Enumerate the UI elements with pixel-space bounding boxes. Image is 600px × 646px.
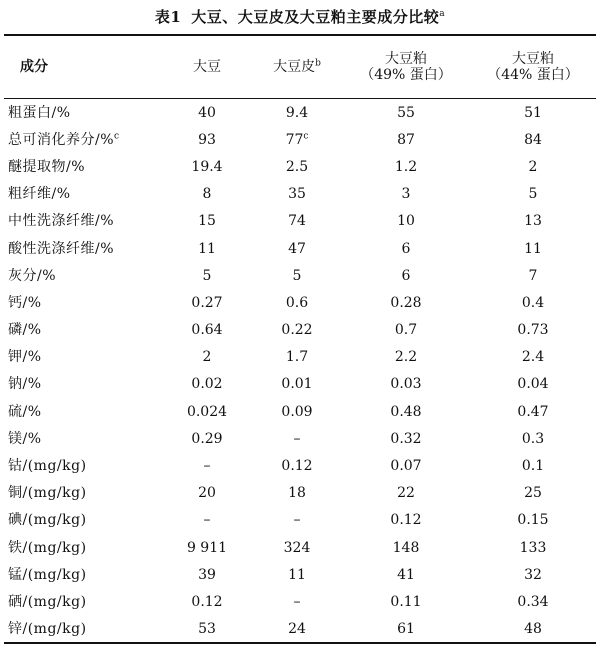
- composition-table: [4, 99, 596, 643]
- cell-value: 6: [401, 240, 411, 257]
- cell-value: 15: [198, 213, 216, 230]
- table-caption: [0, 6, 600, 27]
- cell-value: 2.2: [394, 349, 418, 366]
- cell-value: 53: [198, 621, 216, 638]
- cell-value: 39: [198, 566, 216, 583]
- cell-value: 11: [198, 240, 216, 257]
- cell-value: 0.02: [191, 376, 223, 393]
- cell-value: 5: [202, 267, 212, 284]
- cell-value: –: [203, 512, 211, 529]
- cell-value: 40: [198, 104, 216, 121]
- cell-value: 5: [528, 186, 538, 203]
- table-row: [4, 480, 596, 507]
- table-title: 大豆、大豆皮及大豆粕主要成分比较: [191, 8, 440, 26]
- cell-value: 1.2: [394, 158, 418, 175]
- cell-value: 87: [397, 131, 415, 148]
- cell-value: 0.09: [281, 403, 313, 420]
- cell-value: 19.4: [191, 158, 223, 175]
- cell-value: 9.4: [285, 104, 309, 121]
- header-row: [4, 36, 596, 98]
- cell-value: 41: [397, 566, 415, 583]
- cell-value: 0.12: [191, 593, 223, 610]
- cell-value: 0.29: [191, 430, 223, 447]
- cell-value: 0.27: [191, 294, 223, 311]
- cell-value: 74: [288, 213, 306, 230]
- cell-value: 0.12: [281, 458, 313, 475]
- cell-value: 0.024: [186, 403, 228, 420]
- cell-value: 2.4: [521, 349, 545, 366]
- row-component-name: 醚提取物/%: [8, 158, 86, 175]
- cell-value: 84: [524, 131, 542, 148]
- cell-value: 48: [524, 621, 542, 638]
- cell-value: 0.22: [281, 322, 313, 339]
- row-component-name: 碘/(mg/kg): [8, 512, 87, 529]
- cell-value: 35: [288, 186, 306, 203]
- cell-value: 25: [524, 485, 542, 502]
- table-row: [4, 181, 596, 208]
- table-row: [4, 208, 596, 235]
- cell-value: 5: [292, 267, 302, 284]
- cell-value: –: [293, 512, 301, 529]
- row-component-name: 灰分/%: [8, 267, 57, 284]
- header-soybean-hull: 大豆皮$^b$: [273, 58, 321, 75]
- header-meal-49: 大豆粕 （49% 蛋白）: [360, 51, 452, 83]
- cell-value: 0.28: [390, 294, 422, 311]
- cell-value: 0.12: [390, 512, 422, 529]
- table-row: [4, 289, 596, 316]
- table-row: [4, 344, 596, 371]
- table-row: [4, 561, 596, 588]
- cell-value: 0.11: [390, 593, 422, 610]
- cell-value: 18: [288, 485, 306, 502]
- row-component-name: 酸性洗涤纤维/%: [8, 240, 115, 257]
- cell-value: 0.48: [390, 403, 422, 420]
- row-component-name: 铜/(mg/kg): [8, 485, 87, 502]
- cell-value: 0.1: [521, 458, 545, 475]
- row-component-name: 磷/%: [8, 322, 42, 339]
- table-row: [4, 235, 596, 262]
- row-component-name: 锌/(mg/kg): [8, 621, 87, 638]
- row-component-name: 钾/%: [8, 349, 42, 366]
- cell-value: 11: [524, 240, 542, 257]
- cell-value: 77$^c$: [285, 131, 309, 148]
- cell-value: 0.32: [390, 430, 422, 447]
- table-title-note: a: [439, 9, 446, 19]
- table-row: [4, 616, 596, 643]
- cell-value: 148: [392, 539, 420, 556]
- cell-value: 32: [524, 566, 542, 583]
- cell-value: 20: [198, 485, 216, 502]
- cell-value: 0.15: [517, 512, 549, 529]
- table-row: [4, 507, 596, 534]
- cell-value: 22: [397, 485, 415, 502]
- cell-value: 0.73: [517, 322, 549, 339]
- table-row: [4, 588, 596, 615]
- cell-value: 0.7: [394, 322, 418, 339]
- table-row: [4, 126, 596, 153]
- cell-value: 324: [283, 539, 311, 556]
- row-component-name: 镁/%: [8, 430, 42, 447]
- cell-value: 2.5: [285, 158, 309, 175]
- cell-value: –: [203, 458, 211, 475]
- cell-value: 2: [528, 158, 538, 175]
- header-meal-44: 大豆粕 （44% 蛋白）: [487, 51, 579, 83]
- cell-value: 13: [524, 213, 542, 230]
- row-component-name: 铁/(mg/kg): [8, 539, 87, 556]
- bottom-rule: [4, 642, 596, 644]
- cell-value: 0.34: [517, 593, 549, 610]
- row-component-name: 中性洗涤纤维/%: [8, 213, 115, 230]
- cell-value: 93: [198, 131, 216, 148]
- row-component-name: 钴/(mg/kg): [8, 458, 87, 475]
- cell-value: 0.01: [281, 376, 313, 393]
- header-hull-note: b: [315, 58, 321, 69]
- cell-value: 0.07: [390, 458, 422, 475]
- table-row: [4, 262, 596, 289]
- cell-value: 0.4: [521, 294, 545, 311]
- cell-value: 47: [288, 240, 306, 257]
- table-header: [4, 36, 596, 98]
- row-component-name: 硫/%: [8, 403, 42, 420]
- cell-value: 0.03: [390, 376, 422, 393]
- cell-value: 9 911: [186, 539, 228, 556]
- cell-value: 51: [524, 104, 542, 121]
- cell-value: 1.7: [285, 349, 309, 366]
- cell-value: 10: [397, 213, 415, 230]
- header-component: 成分: [20, 59, 48, 75]
- row-component-name: 钠/%: [8, 376, 42, 393]
- table-row: [4, 452, 596, 479]
- row-component-name: 钙/%: [8, 294, 42, 311]
- cell-value: 0.04: [517, 376, 549, 393]
- table-row: [4, 99, 596, 126]
- table-row: [4, 425, 596, 452]
- cell-value: –: [293, 593, 301, 610]
- table-row: [4, 153, 596, 180]
- cell-value: 133: [519, 539, 547, 556]
- row-component-name: 总可消化养分/%$^c$: [8, 131, 120, 148]
- row-component-name: 粗纤维/%: [8, 186, 71, 203]
- cell-value: –: [293, 430, 301, 447]
- header-soybean: 大豆: [193, 59, 221, 75]
- table-row: [4, 398, 596, 425]
- row-component-name: 锰/(mg/kg): [8, 566, 87, 583]
- row-component-name: 粗蛋白/%: [8, 104, 71, 121]
- table-row: [4, 534, 596, 561]
- cell-value: 0.47: [517, 403, 549, 420]
- cell-value: 0.3: [521, 430, 545, 447]
- row-component-name: 硒/(mg/kg): [8, 593, 87, 610]
- cell-value: 7: [528, 267, 538, 284]
- cell-value: 2: [202, 349, 212, 366]
- cell-value: 61: [397, 621, 415, 638]
- cell-value: 0.6: [285, 294, 309, 311]
- table-number: 表1: [154, 8, 182, 26]
- table-row: [4, 317, 596, 344]
- cell-value: 8: [202, 186, 212, 203]
- table-row: [4, 371, 596, 398]
- cell-value: 0.64: [191, 322, 223, 339]
- cell-value: 3: [401, 186, 411, 203]
- cell-value: 11: [288, 566, 306, 583]
- cell-value: 24: [288, 621, 306, 638]
- cell-value: 55: [397, 104, 415, 121]
- cell-value: 6: [401, 267, 411, 284]
